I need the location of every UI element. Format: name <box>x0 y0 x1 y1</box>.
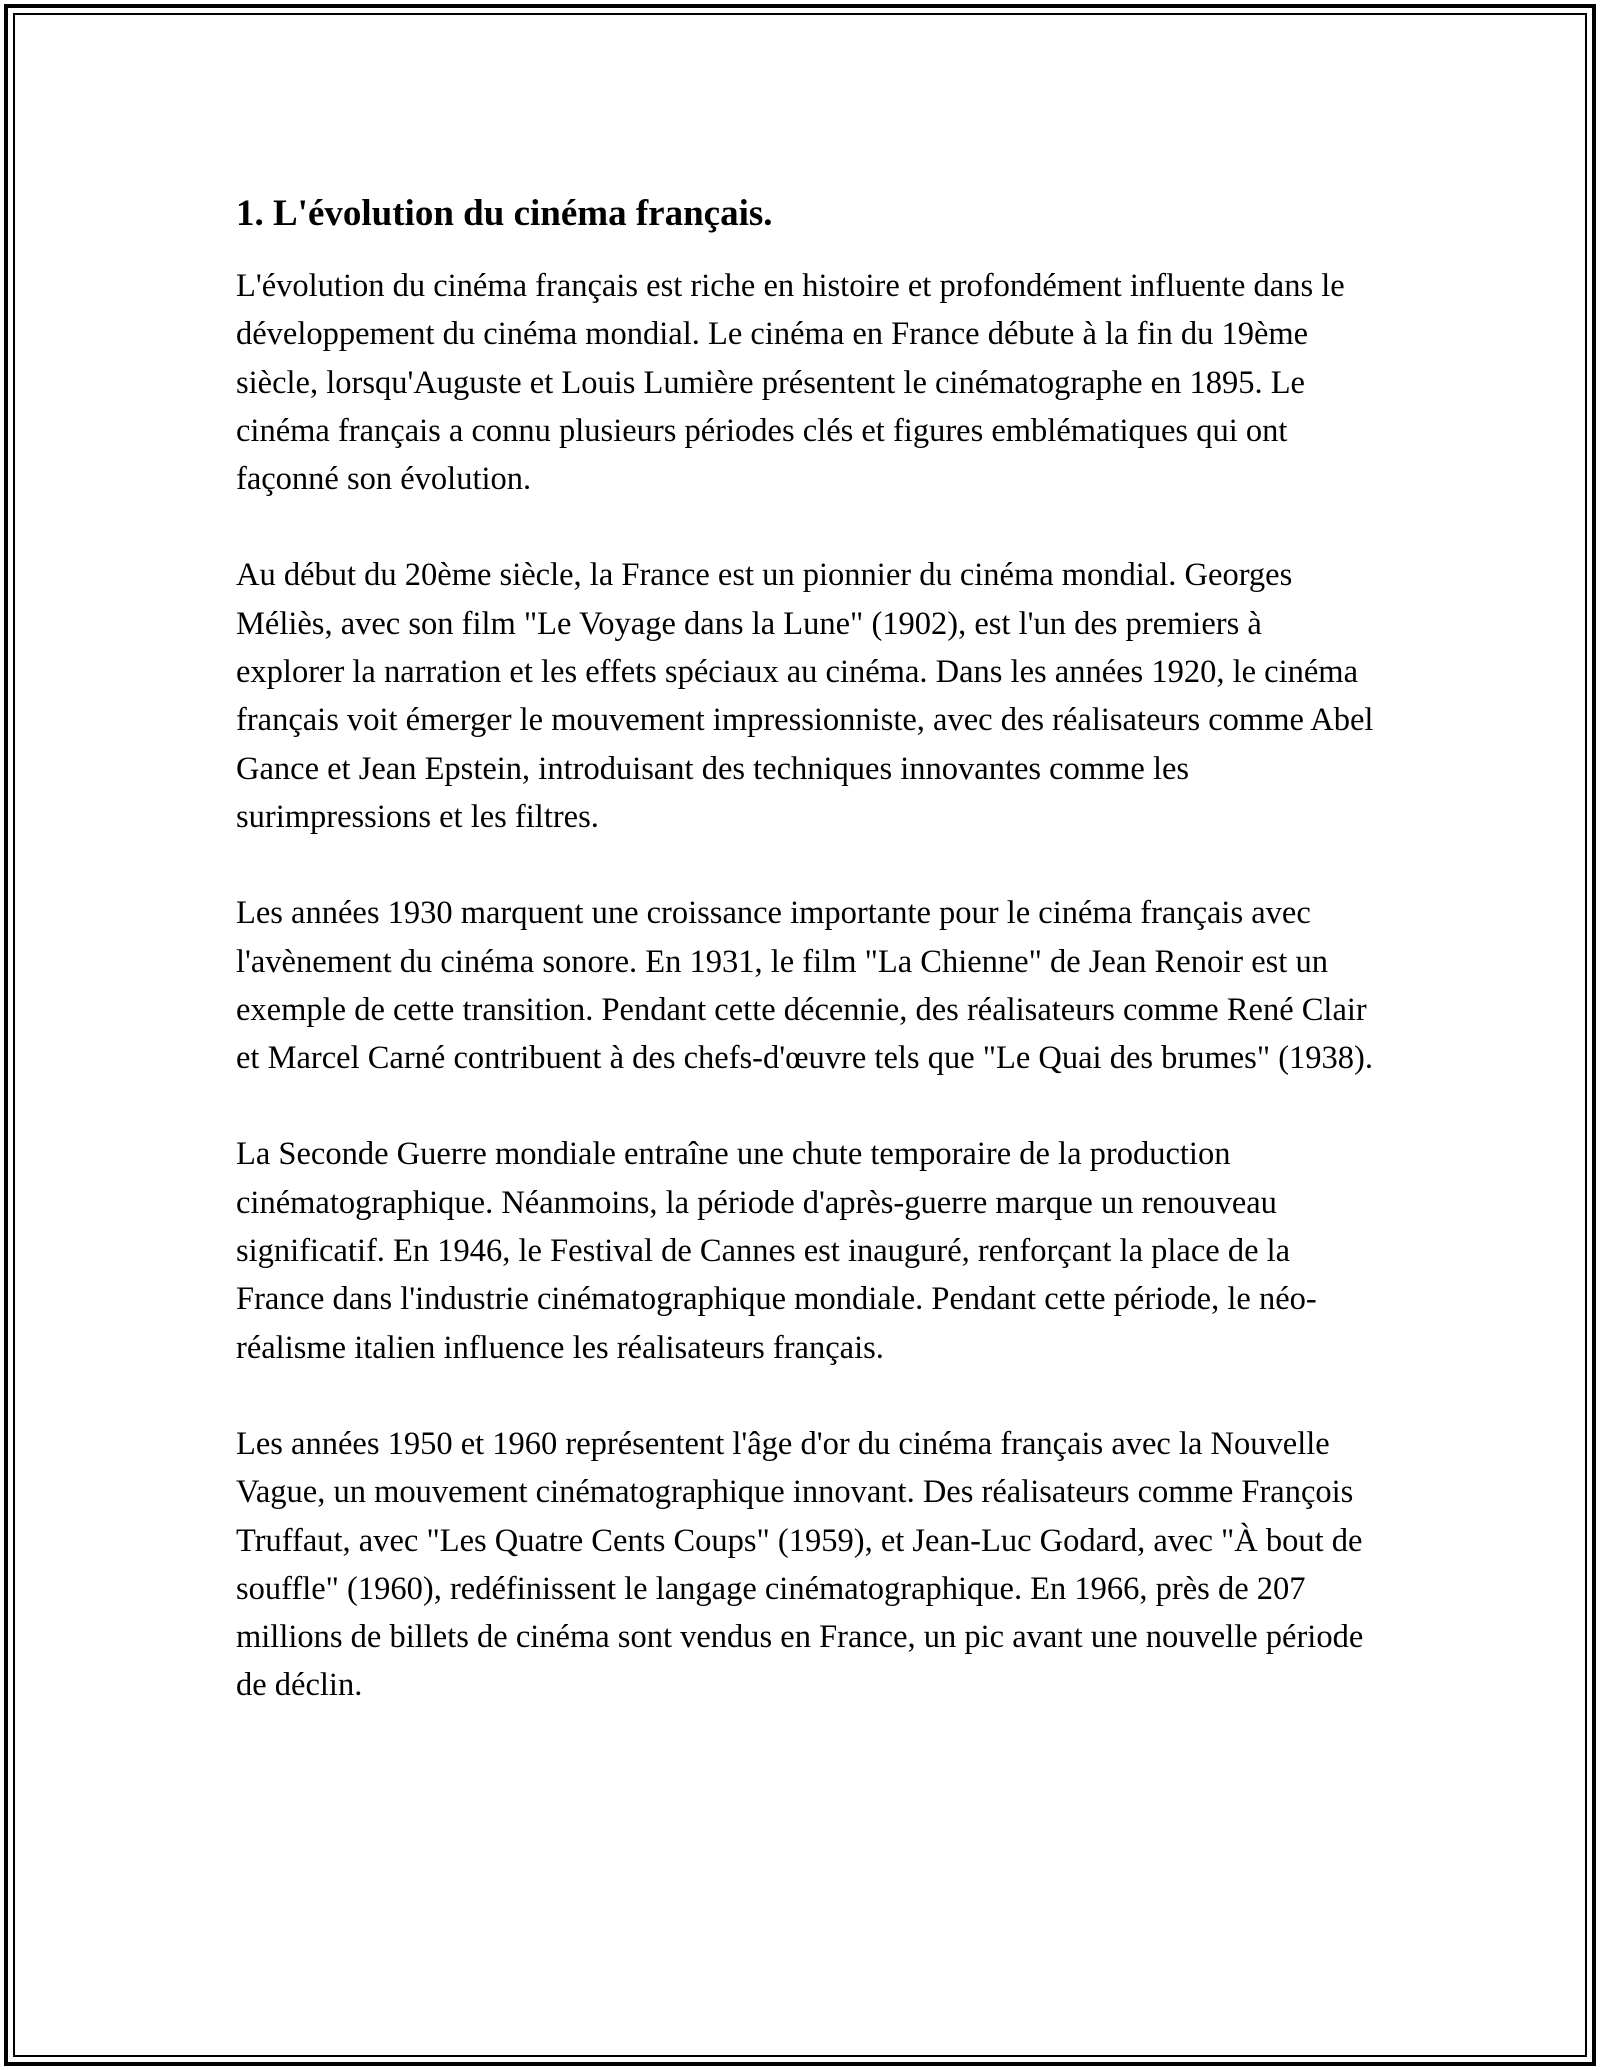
paragraph-5: Les années 1950 et 1960 représentent l'âge d'or du cinéma français avec la Nouvelle Vague, un mouvement cinématographique innovant. Des réalisateurs comme François Truffaut, avec "Les Quatre Cents Coups" (1959), et Jean-Luc Godard, avec "À bout de souffle" (1960), redéfinissent le langage cinématographique. En 1966, près de 207 millions de billets de cinéma sont vendus en France, un pic avant une nouvelle période de déclin. <box>236 1425 1364 1704</box>
paragraph-3: Les années 1930 marquent une croissance importante pour le cinéma français avec l'avènement du cinéma sonore. En 1931, le film "La Chienne" de Jean Renoir est un exemple de cette transition. Pendant cette décennie, des réalisateurs comme René Clair et Marcel Carné contribuent à des chefs-d'œuvre tels que "Le Quai des brumes" (1938). <box>236 895 1373 1077</box>
paragraph-2: Au début du 20ème siècle, la France est un pionnier du cinéma mondial. Georges Méliès, avec son film "Le Voyage dans la Lune" (1902), est l'un des premiers à explorer la narration et les effets spéciaux au cinéma. Dans les années 1920, le cinéma français voit émerger le mouvement impressionniste, avec des réalisateurs comme Abel Gance et Jean Epstein, introduisant des techniques innovantes comme les surimpressions et les filtres. <box>236 557 1374 835</box>
section-heading: 1. L'évolution du cinéma français. <box>236 193 773 234</box>
document-body <box>236 186 1376 1758</box>
paragraph-4: La Seconde Guerre mondiale entraîne une chute temporaire de la production cinématographique. Néanmoins, la période d'après-guerre marque un renouveau significatif. En 1946, le Festival de Cannes est inauguré, renforçant la place de la France dans l'industrie cinématographique mondiale. Pendant cette période, le néo-réalisme italien influence les réalisateurs français. <box>236 1136 1317 1366</box>
paragraph-1: L'évolution du cinéma français est riche en histoire et profondément influente dans le développement du cinéma mondial. Le cinéma en France débute à la fin du 19ème siècle, lorsqu'Auguste et Louis Lumière présentent le cinématographe en 1895. Le cinéma français a connu plusieurs périodes clés et figures emblématiques qui ont façonné son évolution. <box>236 268 1345 498</box>
